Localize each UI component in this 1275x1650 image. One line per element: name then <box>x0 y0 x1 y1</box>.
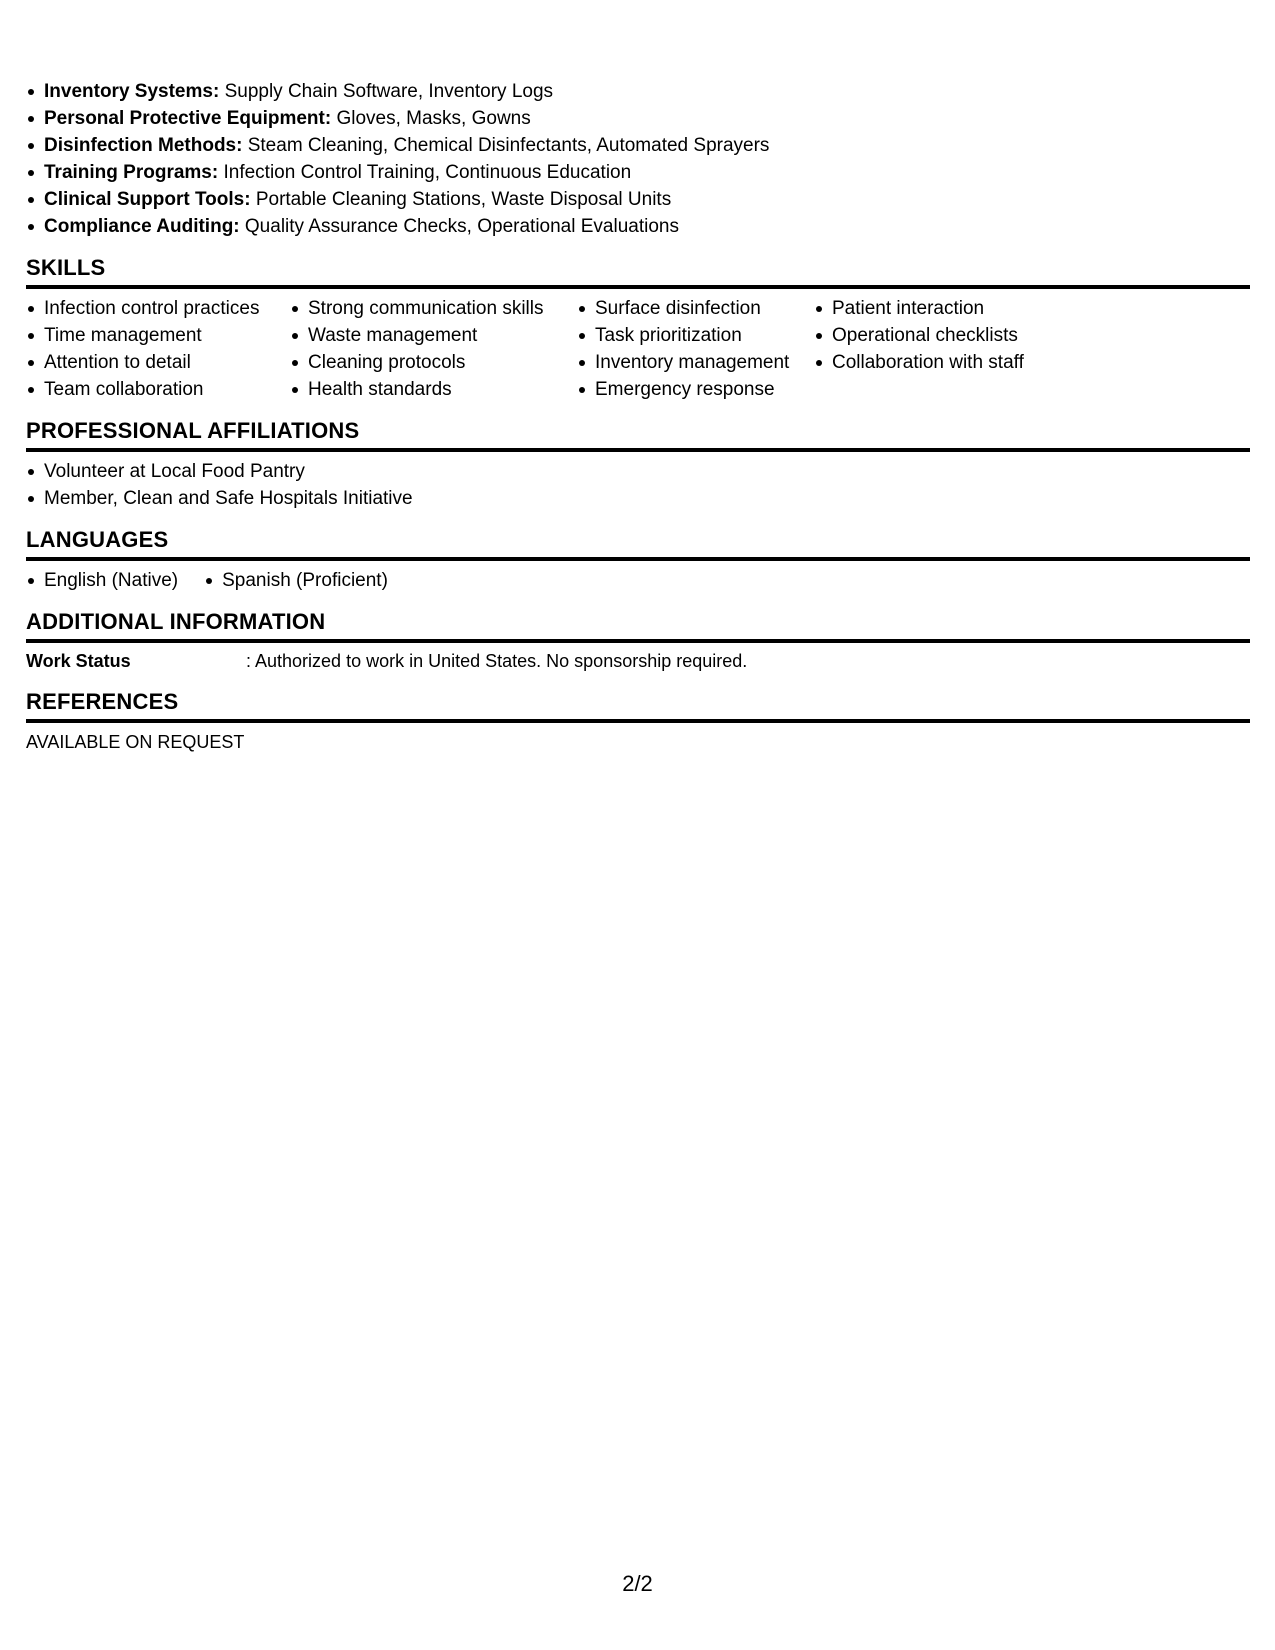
item-value: Infection Control Training, Continuous Education <box>218 162 632 183</box>
skills-column <box>814 295 1054 403</box>
skill-item: Collaboration with staff <box>814 349 1054 376</box>
item-label: Personal Protective Equipment: <box>44 108 332 129</box>
skill-item: Emergency response <box>577 376 792 403</box>
page-number: 2/2 <box>622 1571 653 1596</box>
item-value: Quality Assurance Checks, Operational Evaluations <box>239 216 679 237</box>
skill-item: Cleaning protocols <box>290 349 555 376</box>
affiliation-item: Volunteer at Local Food Pantry <box>26 458 1250 485</box>
item-label: Clinical Support Tools: <box>44 189 251 210</box>
list-item <box>26 213 1250 240</box>
list-item <box>26 105 1250 132</box>
item-label: Training Programs: <box>44 162 219 183</box>
work-status-row <box>26 643 1250 674</box>
skill-item: Team collaboration <box>26 376 268 403</box>
skill-item: Strong communication skills <box>290 295 555 322</box>
skill-item: Operational checklists <box>814 322 1054 349</box>
skills-heading: SKILLS <box>26 254 1250 289</box>
languages-list <box>26 561 1250 594</box>
skill-item: Inventory management <box>577 349 792 376</box>
work-status-value: : Authorized to work in United States. No sponsorship required. <box>246 651 748 671</box>
item-label: Compliance Auditing: <box>44 216 240 237</box>
item-label: Disinfection Methods: <box>44 135 243 156</box>
item-value: Gloves, Masks, Gowns <box>331 108 531 129</box>
list-item <box>26 186 1250 213</box>
languages-heading: LANGUAGES <box>26 526 1250 561</box>
skill-item: Attention to detail <box>26 349 268 376</box>
references-text: AVAILABLE ON REQUEST <box>26 732 245 752</box>
skill-item: Waste management <box>290 322 555 349</box>
list-item <box>26 159 1250 186</box>
resume-page <box>26 78 1250 755</box>
item-value: Supply Chain Software, Inventory Logs <box>219 81 554 102</box>
skill-item: Time management <box>26 322 268 349</box>
skills-column <box>26 295 268 403</box>
additional-info-heading: ADDITIONAL INFORMATION <box>26 608 1250 643</box>
technical-skills-list <box>26 78 1250 240</box>
references-heading: REFERENCES <box>26 688 1250 723</box>
skill-item: Patient interaction <box>814 295 1054 322</box>
affiliations-list <box>26 452 1250 512</box>
item-label: Inventory Systems: <box>44 81 220 102</box>
skill-item: Health standards <box>290 376 555 403</box>
language-item: Spanish (Proficient) <box>204 567 388 594</box>
skill-item: Infection control practices <box>26 295 268 322</box>
list-item <box>26 132 1250 159</box>
skills-column <box>577 295 792 403</box>
skill-item: Surface disinfection <box>577 295 792 322</box>
skill-item: Task prioritization <box>577 322 792 349</box>
item-value: Steam Cleaning, Chemical Disinfectants, Automated Sprayers <box>242 135 770 156</box>
item-value: Portable Cleaning Stations, Waste Disposal Units <box>250 189 672 210</box>
skills-column <box>290 295 555 403</box>
skills-grid <box>26 289 1250 403</box>
affiliation-item: Member, Clean and Safe Hospitals Initiative <box>26 485 1250 512</box>
affiliations-heading: PROFESSIONAL AFFILIATIONS <box>26 417 1250 452</box>
work-status-label: Work Status <box>26 651 131 671</box>
list-item <box>26 78 1250 105</box>
language-item: English (Native) <box>26 567 178 594</box>
